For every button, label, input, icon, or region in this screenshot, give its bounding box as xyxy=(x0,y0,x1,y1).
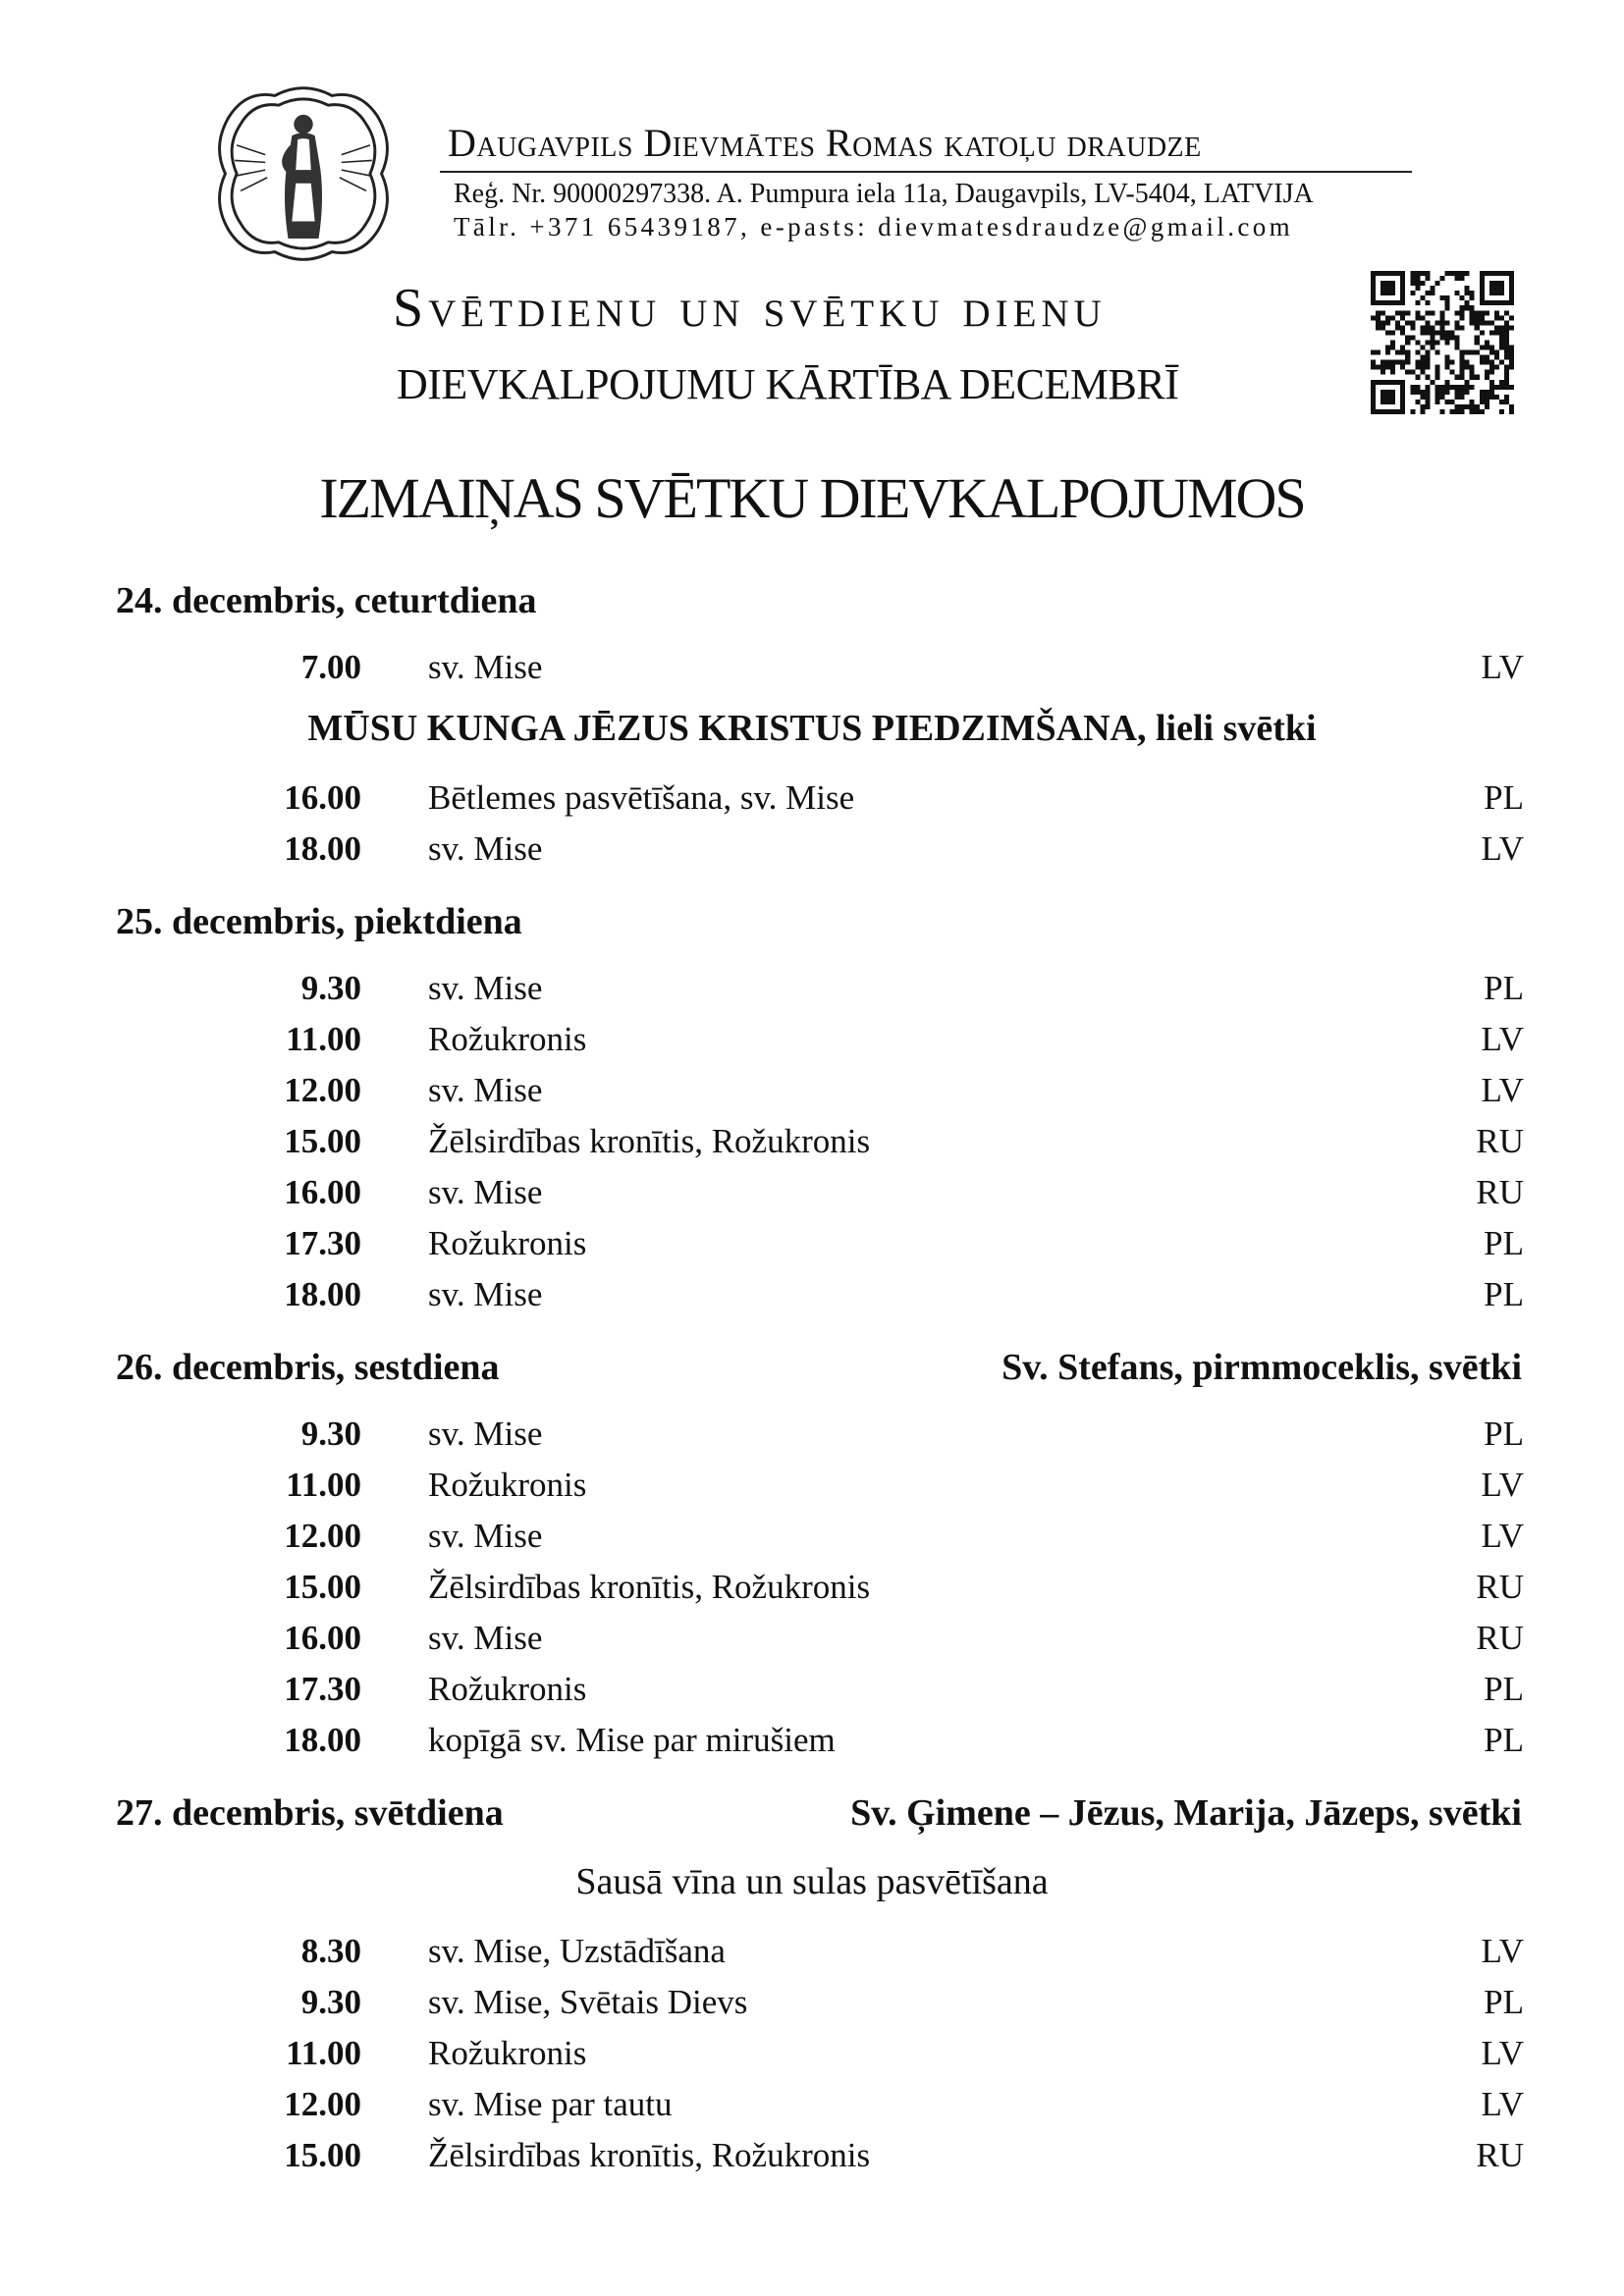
registration-line: Reģ. Nr. 90000297338. A. Pumpura iela 11a, Daugavpils, LV-5404, LATVIJA xyxy=(454,179,1314,209)
parish-name-part: D xyxy=(643,121,673,165)
service-time: 16.00 xyxy=(284,778,361,817)
service-language: LV xyxy=(1481,1466,1524,1504)
day-date: 26. decembris, sestdiena xyxy=(116,1347,500,1388)
service-time: 12.00 xyxy=(284,1517,361,1555)
service-time: 8.30 xyxy=(300,1932,361,1970)
service-language: LV xyxy=(1481,2034,1524,2072)
service-name: sv. Mise xyxy=(428,1517,543,1555)
service-name: Žēlsirdības kronītis, Rožukronis xyxy=(428,2136,871,2174)
service-language: RU xyxy=(1476,1568,1524,1606)
parish-name-part: augavpils xyxy=(476,121,644,165)
day-feast: Sv. Ģimene – Jēzus, Marija, Jāzeps, svētki xyxy=(850,1792,1522,1834)
service-time: 18.00 xyxy=(284,829,361,868)
service-time: 9.30 xyxy=(300,1983,361,2021)
service-time: 17.30 xyxy=(284,1670,361,1708)
schedule-row xyxy=(0,2034,1624,2083)
service-time: 11.00 xyxy=(286,1020,361,1058)
schedule-row xyxy=(0,969,1624,1018)
service-language: PL xyxy=(1484,1275,1524,1313)
service-language: RU xyxy=(1476,2136,1524,2174)
service-time: 9.30 xyxy=(300,1415,361,1453)
service-name: sv. Mise, Uzstādīšana xyxy=(428,1932,726,1970)
service-time: 12.00 xyxy=(284,2085,361,2123)
service-name: kopīgā sv. Mise par mirušiem xyxy=(428,1721,836,1759)
service-language: RU xyxy=(1476,1619,1524,1657)
parish-name-part: omas katoļu draudze xyxy=(852,121,1202,165)
service-name: sv. Mise xyxy=(428,1173,543,1211)
service-language: LV xyxy=(1481,1020,1524,1058)
service-name: Rožukronis xyxy=(428,1020,587,1058)
day-date: 27. decembris, svētdiena xyxy=(116,1792,504,1834)
service-name: sv. Mise xyxy=(428,1619,543,1657)
service-name: sv. Mise xyxy=(428,648,543,686)
service-language: PL xyxy=(1484,1983,1524,2021)
qr-code-icon xyxy=(1371,271,1514,414)
schedule-row xyxy=(0,1275,1624,1324)
service-language: RU xyxy=(1476,1122,1524,1160)
service-name: sv. Mise xyxy=(428,969,543,1007)
schedule-row xyxy=(0,1224,1624,1273)
parish-logo-icon xyxy=(208,79,399,269)
schedule-row xyxy=(0,1071,1624,1120)
service-name: Žēlsirdības kronītis, Rožukronis xyxy=(428,1568,871,1606)
schedule-row xyxy=(0,2136,1624,2185)
schedule-row xyxy=(0,778,1624,828)
service-time: 17.30 xyxy=(284,1224,361,1262)
day-date: 24. decembris, ceturtdiena xyxy=(116,580,537,621)
day-date: 25. decembris, piektdiena xyxy=(116,901,522,942)
service-language: PL xyxy=(1484,1415,1524,1453)
schedule-row xyxy=(0,1670,1624,1719)
schedule-row xyxy=(0,1466,1624,1515)
service-time: 15.00 xyxy=(284,1122,361,1160)
service-name: sv. Mise xyxy=(428,1275,543,1313)
service-language: PL xyxy=(1484,969,1524,1007)
day-feast: Sv. Stefans, pirmmoceklis, svētki xyxy=(1001,1347,1522,1388)
header-divider xyxy=(440,171,1412,173)
feast-line: MŪSU KUNGA JĒZUS KRISTUS PIEDZIMŠANA, lieli svētki xyxy=(307,708,1317,749)
feast-line: Sausā vīna un sulas pasvētīšana xyxy=(575,1861,1049,1902)
service-language: LV xyxy=(1481,1932,1524,1970)
service-language: LV xyxy=(1481,1517,1524,1555)
schedule-row xyxy=(0,2085,1624,2134)
service-time: 12.00 xyxy=(284,1071,361,1109)
service-time: 16.00 xyxy=(284,1173,361,1211)
service-name: Rožukronis xyxy=(428,1670,587,1708)
service-time: 11.00 xyxy=(286,2034,361,2072)
service-language: RU xyxy=(1476,1173,1524,1211)
schedule-row xyxy=(0,1983,1624,2032)
schedule-row xyxy=(0,1122,1624,1171)
schedule-row xyxy=(0,1517,1624,1566)
service-language: LV xyxy=(1481,1071,1524,1109)
service-name: Žēlsirdības kronītis, Rožukronis xyxy=(428,1122,871,1160)
schedule-row xyxy=(0,1619,1624,1668)
schedule-row xyxy=(0,1173,1624,1222)
schedule-row xyxy=(0,1721,1624,1770)
service-language: PL xyxy=(1484,1224,1524,1262)
day-heading xyxy=(116,579,1522,628)
parish-name-part: R xyxy=(825,121,853,165)
service-language: LV xyxy=(1481,648,1524,686)
service-name: sv. Mise par tautu xyxy=(428,2085,673,2123)
service-language: PL xyxy=(1484,778,1524,817)
parish-name-part: ievmātes xyxy=(672,121,826,165)
service-time: 18.00 xyxy=(284,1721,361,1759)
day-heading xyxy=(116,1791,1522,1841)
service-name: Rožukronis xyxy=(428,2034,587,2072)
schedule-row xyxy=(0,1932,1624,1981)
service-language: LV xyxy=(1481,829,1524,868)
service-time: 18.00 xyxy=(284,1275,361,1313)
service-name: Rožukronis xyxy=(428,1466,587,1504)
contact-line: Tālr. +371 65439187, e-pasts: dievmatesdraudze@gmail.com xyxy=(454,212,1294,241)
title-line-2: DIEVKALPOJUMU KĀRTĪBA DECEMBRĪ xyxy=(397,360,1179,408)
schedule-row xyxy=(0,1568,1624,1617)
parish-name-part: D xyxy=(448,121,477,165)
changes-title: IZMAIŅAS SVĒTKU DIEVKALPOJUMOS xyxy=(319,466,1305,530)
service-language: PL xyxy=(1484,1670,1524,1708)
service-name: Bētlemes pasvētīšana, sv. Mise xyxy=(428,778,855,817)
service-time: 15.00 xyxy=(284,2136,361,2174)
service-name: sv. Mise xyxy=(428,829,543,868)
service-name: sv. Mise xyxy=(428,1071,543,1109)
service-time: 11.00 xyxy=(286,1466,361,1504)
service-name: Rožukronis xyxy=(428,1224,587,1262)
schedule-row xyxy=(0,1415,1624,1464)
service-time: 9.30 xyxy=(300,969,361,1007)
service-name: sv. Mise, Svētais Dievs xyxy=(428,1983,748,2021)
title-line-1: Svētdienu un svētku dienu xyxy=(393,278,1107,339)
schedule-row xyxy=(0,648,1624,697)
schedule-row xyxy=(0,1020,1624,1069)
service-language: PL xyxy=(1484,1721,1524,1759)
service-time: 16.00 xyxy=(284,1619,361,1657)
service-name: sv. Mise xyxy=(428,1415,543,1453)
schedule-row xyxy=(0,829,1624,879)
service-time: 15.00 xyxy=(284,1568,361,1606)
service-language: LV xyxy=(1481,2085,1524,2123)
parish-name xyxy=(448,120,1202,166)
day-heading xyxy=(116,900,1522,949)
day-heading xyxy=(116,1346,1522,1395)
service-time: 7.00 xyxy=(300,648,361,686)
